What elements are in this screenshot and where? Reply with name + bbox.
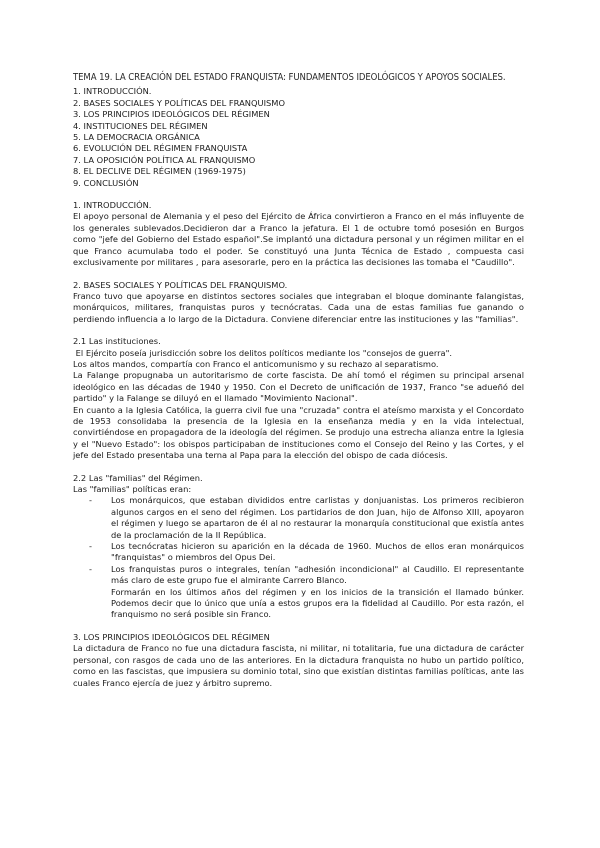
list-continuation: Formarán en los últimos años del régimen y en los inicios de la transición el llamado búnker. Podemos decir que lo único que unía a estos grupos era la fidelidad al Caudillo. Por esta razón, el franquismo no será posible sin Franco.	[111, 586, 524, 620]
list-item: - Los monárquicos, que estaban divididos entre carlistas y donjuanistas. Los primeros recibieron algunos cargos en el seno del régimen. Los partidarios de don Juan, hijo de Alfonso XIII, apoyaron el régimen y luego se apartaron de él al no restaurar la monarquía constitucional que existía antes de la proclamación de la II República.	[73, 495, 524, 541]
table-of-contents	[73, 86, 524, 189]
section-heading: 2. BASES SOCIALES Y POLÍTICAS DEL FRANQUISMO.	[73, 279, 288, 290]
section-heading: 3. LOS PRINCIPIOS IDEOLÓGICOS DEL RÉGIMEN	[73, 631, 270, 642]
toc-item: 5. LA DEMOCRACIA ORGÁNICA	[73, 132, 200, 143]
toc-item: 4. INSTITUCIONES DEL RÉGIMEN	[73, 120, 208, 131]
paragraph: La Falange propugnaba un autoritarismo de corte fascista. De ahí tomó el régimen su principal arsenal ideológico en las décadas de 1940 y 1950. Con el Decreto de unificación de 1937, Franco "se adueñó del partido" y la Falange se diluyó en el llamado "Movimiento Nacional".	[73, 370, 524, 404]
paragraph: El apoyo personal de Alemania y el peso del Ejército de África convirtieron a Franco en el más influyente de los generales sublevados.Decidieron dar a Franco la jefatura. El 1 de octubre tomó posesión en Burgos como "jefe del Gobierno del Estado español".Se implantó una dictadura personal y un régimen militar en el que Franco acumulaba todo el poder. Se constituyó una Junta Técnica de Estado , compuesta casi exclusivamente por militares , para asesorarle, pero en la práctica las decisiones las tomaba el "Caudillo".	[73, 211, 524, 268]
paragraph: La dictadura de Franco no fue una dictadura fascista, ni militar, ni totalitaria, fue una dictadura de carácter personal, con rasgos de cada uno de las anteriores. En la dictadura franquista no hubo un partido político, como en las fascistas, que impusiera su dominio total, sino que existían distintas familias políticas, ante las cuales Franco ejercía de juez y árbitro supremo.	[73, 643, 524, 688]
list-item: - Los franquistas puros o integrales, tenían "adhesión incondicional" al Caudillo. El representante más claro de este grupo fue el almirante Carrero Blanco.	[73, 564, 524, 587]
subsection-heading: 2.2 Las "familias" del Régimen.	[73, 472, 203, 483]
section-principios	[73, 632, 524, 689]
list-item: - Los tecnócratas hicieron su aparición en la década de 1960. Muchos de ellos eran monárquicos "franquistas" o miembros del Opus Dei.	[73, 541, 524, 564]
toc-item: 9. CONCLUSIÓN	[73, 177, 139, 188]
toc-item: 3. LOS PRINCIPIOS IDEOLÓGICOS DEL RÉGIMEN	[73, 109, 270, 120]
subsection-heading: 2.1 Las instituciones.	[73, 336, 161, 347]
familias-list	[73, 495, 524, 586]
paragraph: Los altos mandos, compartía con Franco el anticomunismo y su rechazo al separatismo.	[73, 358, 439, 369]
paragraph: Las "familias" políticas eran:	[73, 484, 192, 494]
section-introduccion	[73, 200, 524, 268]
toc-item: 2. BASES SOCIALES Y POLÍTICAS DEL FRANQUISMO	[73, 97, 285, 108]
section-familias	[73, 473, 524, 621]
toc-item: 1. INTRODUCCIÓN.	[73, 86, 152, 97]
section-bases-sociales	[73, 280, 524, 326]
toc-item: 6. EVOLUCIÓN DEL RÉGIMEN FRANQUISTA	[73, 143, 248, 154]
paragraph: El Ejército poseía jurisdicción sobre los delitos políticos mediante los "consejos de guerra".	[73, 347, 453, 358]
toc-item: 8. EL DECLIVE DEL RÉGIMEN (1969-1975)	[73, 166, 246, 177]
paragraph: Franco tuvo que apoyarse en distintos sectores sociales que integraban el bloque dominante falangistas, monárquicos, militares, franquistas puros y tecnócratas. Cada una de estas familias fue ganando o perdiendo influencia a lo largo de la Dictadura. Conviene diferenciar entre las instituciones y las "familias".	[73, 290, 524, 324]
section-heading: 1. INTRODUCCIÓN.	[73, 200, 152, 211]
section-instituciones	[73, 336, 524, 461]
toc-item: 7. LA OPOSICIÓN POLÍTICA AL FRANQUISMO	[73, 154, 256, 165]
paragraph: En cuanto a la Iglesia Católica, la guerra civil fue una "cruzada" contra el ateísmo marxista y el Concordato de 1953 consolidaba la presencia de la Iglesia en la enseñanza media y en la vida intelectual, convirtiéndose en propagadora de la ideología del régimen. Se produjo una estrecha alianza entre la Iglesia y el "Nuevo Estado": los obispos participaban de instituciones como el Consejo del Reino y las Cortes, y el jefe del Estado presentaba una terna al Papa para la elección del obispo de cada diócesis.	[73, 404, 524, 461]
document-title: TEMA 19. LA CREACIÓN DEL ESTADO FRANQUISTA: FUNDAMENTOS IDEOLÓGICOS Y APOYOS SOCIALES.	[73, 72, 506, 83]
